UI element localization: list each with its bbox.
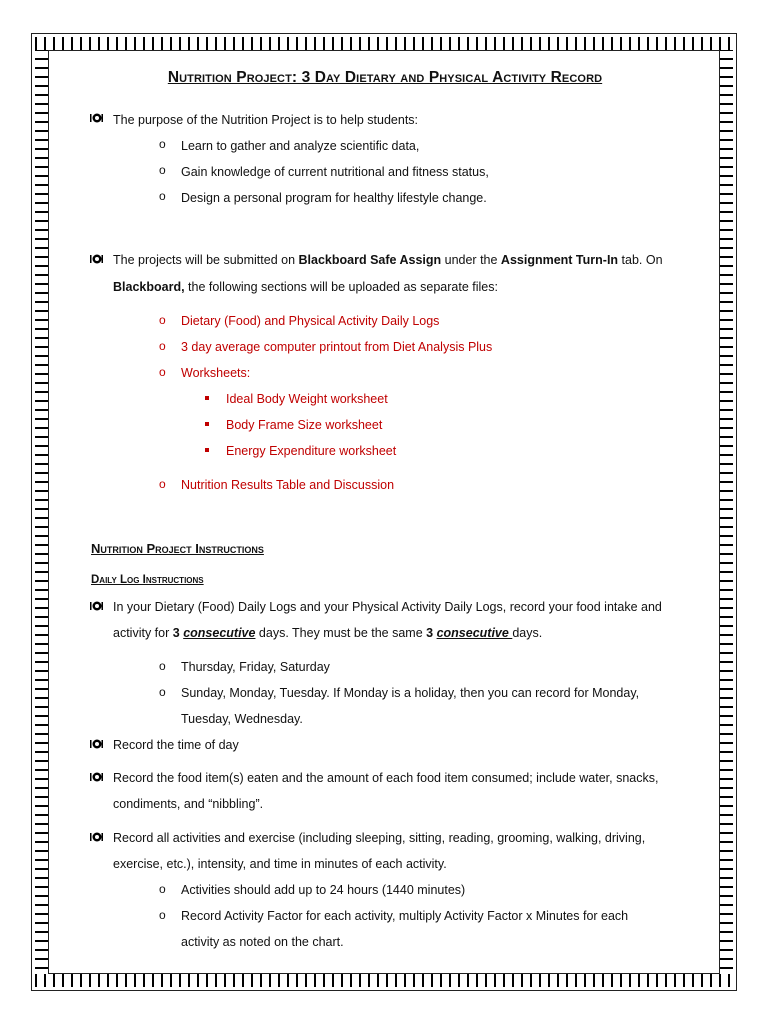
file-item-3: Worksheets: <box>181 366 251 380</box>
circle-outline-icon: o <box>159 313 166 327</box>
time-instruction: Record the time of day <box>113 738 239 752</box>
day-option-1: Thursday, Friday, Saturday <box>181 660 330 674</box>
circle-outline-icon: o <box>159 137 166 151</box>
purpose-item-1: Learn to gather and analyze scientific data, <box>181 139 420 153</box>
circle-outline-icon: o <box>159 908 166 922</box>
purpose-intro: The purpose of the Nutrition Project is to help students: <box>113 113 419 127</box>
circle-outline-icon: o <box>159 365 166 379</box>
log-instruction-line-2: activity for 3 consecutive days. They must be the same 3 consecutive days. <box>113 626 543 640</box>
file-item-2: 3 day average computer printout from Diet Analysis Plus <box>181 340 493 354</box>
worksheet-item-1: Ideal Body Weight worksheet <box>226 392 388 406</box>
file-item-1: Dietary (Food) and Physical Activity Daily Logs <box>181 314 440 328</box>
food-instruction-line-1: Record the food item(s) eaten and the amount of each food item consumed; include water, snacks, <box>113 771 659 785</box>
food-instruction-line-2: condiments, and “nibbling”. <box>113 797 264 811</box>
activity-instruction-line-1: Record all activities and exercise (including sleeping, sitting, reading, grooming, walking, driving, <box>113 831 646 845</box>
circle-outline-icon: o <box>159 882 166 896</box>
day-option-2: Sunday, Monday, Tuesday. If Monday is a holiday, then you can record for Monday, <box>181 686 640 700</box>
square-icon <box>205 422 209 426</box>
day-option-2-continued: Tuesday, Wednesday. <box>181 712 303 726</box>
worksheet-item-2: Body Frame Size worksheet <box>226 418 383 432</box>
activity-sub-2: Record Activity Factor for each activity, multiply Activity Factor x Minutes for each <box>181 909 629 923</box>
square-icon <box>205 396 209 400</box>
circle-outline-icon: o <box>159 189 166 203</box>
worksheet-item-3: Energy Expenditure worksheet <box>226 444 397 458</box>
dining-plate-icon <box>90 772 102 781</box>
activity-sub-1: Activities should add up to 24 hours (1440 minutes) <box>181 883 466 897</box>
circle-outline-icon: o <box>159 659 166 673</box>
page-title: Nutrition Project: 3 Day Dietary and Physical Activity Record <box>167 69 603 86</box>
circle-outline-icon: o <box>159 685 166 699</box>
activity-sub-2-continued: activity as noted on the chart. <box>181 935 344 949</box>
instructions-heading: Nutrition Project Instructions <box>91 541 264 556</box>
dining-plate-icon <box>90 832 102 841</box>
submission-line-2: Blackboard, the following sections will be uploaded as separate files: <box>113 280 498 294</box>
activity-instruction-line-2: exercise, etc.), intensity, and time in minutes of each activity. <box>113 857 447 871</box>
circle-outline-icon: o <box>159 477 166 491</box>
purpose-item-2: Gain knowledge of current nutritional and fitness status, <box>181 165 489 179</box>
dining-plate-icon <box>90 739 102 748</box>
dining-plate-icon <box>90 113 102 122</box>
dining-plate-icon <box>90 601 102 610</box>
dining-plate-icon <box>90 254 102 263</box>
log-instruction-line-1: In your Dietary (Food) Daily Logs and your Physical Activity Daily Logs, record your food intake and <box>113 600 662 614</box>
purpose-item-3: Design a personal program for healthy lifestyle change. <box>181 191 487 205</box>
submission-line-1: The projects will be submitted on Blackboard Safe Assign under the Assignment Turn-In tab. On <box>113 253 663 267</box>
circle-outline-icon: o <box>159 339 166 353</box>
square-icon <box>205 448 209 452</box>
circle-outline-icon: o <box>159 163 166 177</box>
daily-log-subheading: Daily Log Instructions <box>91 574 204 586</box>
file-item-4: Nutrition Results Table and Discussion <box>181 478 395 492</box>
